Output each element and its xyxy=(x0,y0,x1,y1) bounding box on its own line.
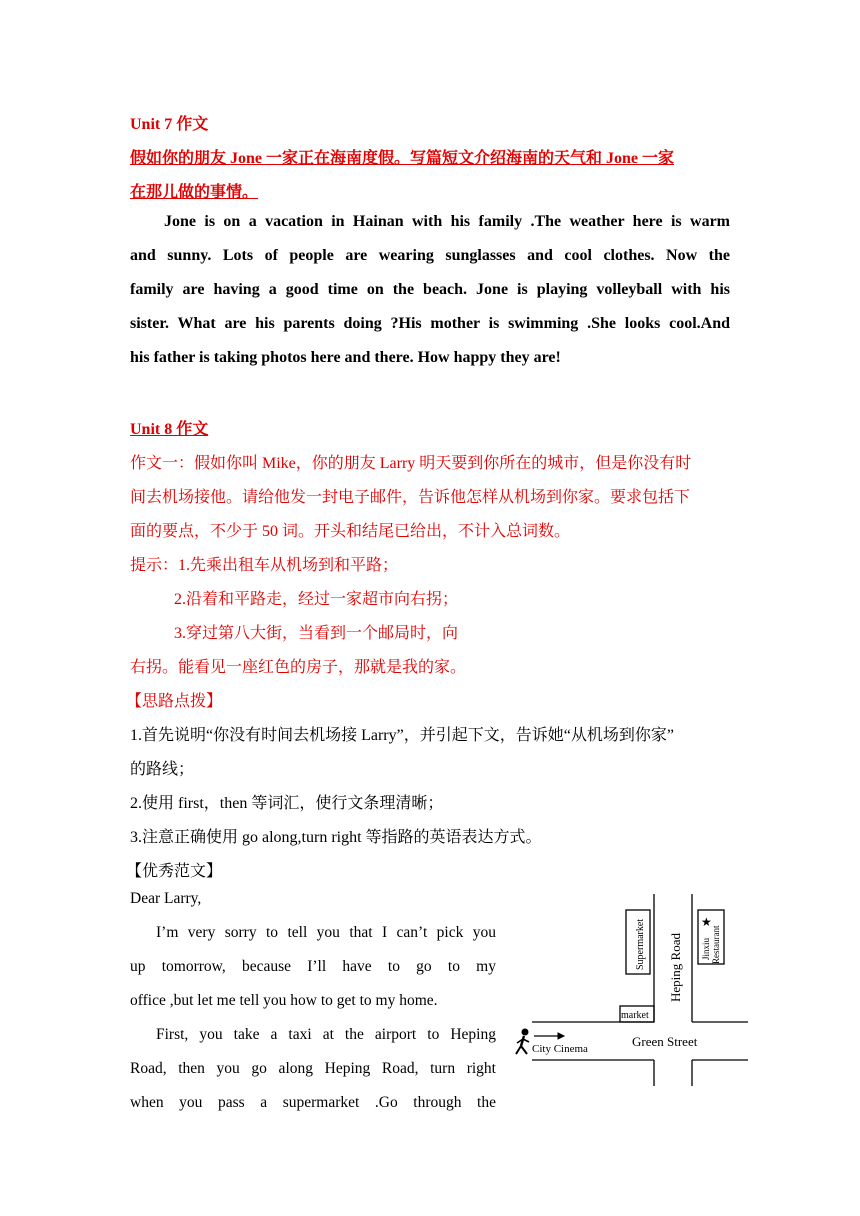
letter-line: up tomorrow, because I’ll have to go to my xyxy=(130,958,496,975)
unit7-prompt-line2: 在那儿做的事情。 xyxy=(130,184,259,201)
unit8-task-line: 间去机场接他。请给他发一封电子邮件，告诉他怎样从机场到你家。要求包括下 xyxy=(130,489,691,506)
unit7-essay-line: his father is taking photos here and there. How happy they are! xyxy=(130,349,561,366)
tips-line: 1.首先说明“你没有时间去机场接 Larry”，并引起下文，告诉她“从机场到你家” xyxy=(130,727,674,744)
pedestrian-icon xyxy=(516,1029,529,1054)
supermarket-label: Supermarket xyxy=(635,918,646,970)
unit8-hint-line: 右拐。能看见一座红色的房子，那就是我的家。 xyxy=(130,659,467,676)
market-label: market xyxy=(621,1010,649,1021)
unit8-hint-line: 3.穿过第八大街，当看到一个邮局时，向 xyxy=(174,625,459,642)
arrow-icon xyxy=(534,1033,564,1039)
letter-line: Road, then you go along Heping Road, turn right xyxy=(130,1060,496,1077)
unit8-title: Unit 8 作文 xyxy=(130,421,209,438)
unit7-essay-line: Jone is on a vacation in Hainan with his family .The weather here is warm xyxy=(164,213,730,230)
unit8-task-line: 面的要点，不少于 50 词。开头和结尾已给出，不计入总词数。 xyxy=(130,523,571,540)
unit7-essay-line: family are having a good time on the beach. Jone is playing volleyball with his xyxy=(130,281,730,298)
tips-line: 2.使用 first，then 等词汇，使行文条理清晰； xyxy=(130,795,444,812)
city-cinema-label: City Cinema xyxy=(532,1043,588,1055)
letter-line: First, you take a taxi at the airport to Heping xyxy=(156,1026,496,1043)
unit7-prompt-line1: 假如你的朋友 Jone 一家正在海南度假。写篇短文介绍海南的天气和 Jone 一家 xyxy=(130,150,675,167)
tips-heading: 【思路点拨】 xyxy=(126,693,223,710)
letter-line: when you pass a supermarket .Go through the xyxy=(130,1094,496,1111)
restaurant-label: Restaurant xyxy=(711,925,721,964)
route-map xyxy=(512,890,752,1090)
letter-line: office ,but let me tell you how to get to my home. xyxy=(130,992,438,1009)
letter-line: I’m very sorry to tell you that I can’t pick you xyxy=(156,924,496,941)
unit7-title: Unit 7 作文 xyxy=(130,116,209,133)
unit8-task-line: 作文一：假如你叫 Mike，你的朋友 Larry 明天要到你所在的城市，但是你没有时 xyxy=(130,455,692,472)
tips-line: 3.注意正确使用 go along,turn right 等指路的英语表达方式。 xyxy=(130,829,542,846)
unit7-essay-line: sister. What are his parents doing ?His mother is swimming .She looks cool.And xyxy=(130,315,730,332)
jinxiu-label: Jinxiu xyxy=(701,937,711,960)
tips-line: 的路线； xyxy=(130,761,195,778)
heping-road-label: Heping Road xyxy=(668,933,683,1002)
unit8-hint-line: 提示：1.先乘出租车从机场到和平路； xyxy=(130,557,399,574)
unit8-hint-line: 2.沿着和平路走，经过一家超市向右拐； xyxy=(174,591,459,608)
unit7-essay-line: and sunny. Lots of people are wearing sunglasses and cool clothes. Now the xyxy=(130,247,730,264)
green-street-label: Green Street xyxy=(632,1034,698,1049)
sample-heading: 【优秀范文】 xyxy=(126,863,223,880)
star-icon: ★ xyxy=(701,915,712,929)
letter-greeting: Dear Larry, xyxy=(130,890,202,907)
